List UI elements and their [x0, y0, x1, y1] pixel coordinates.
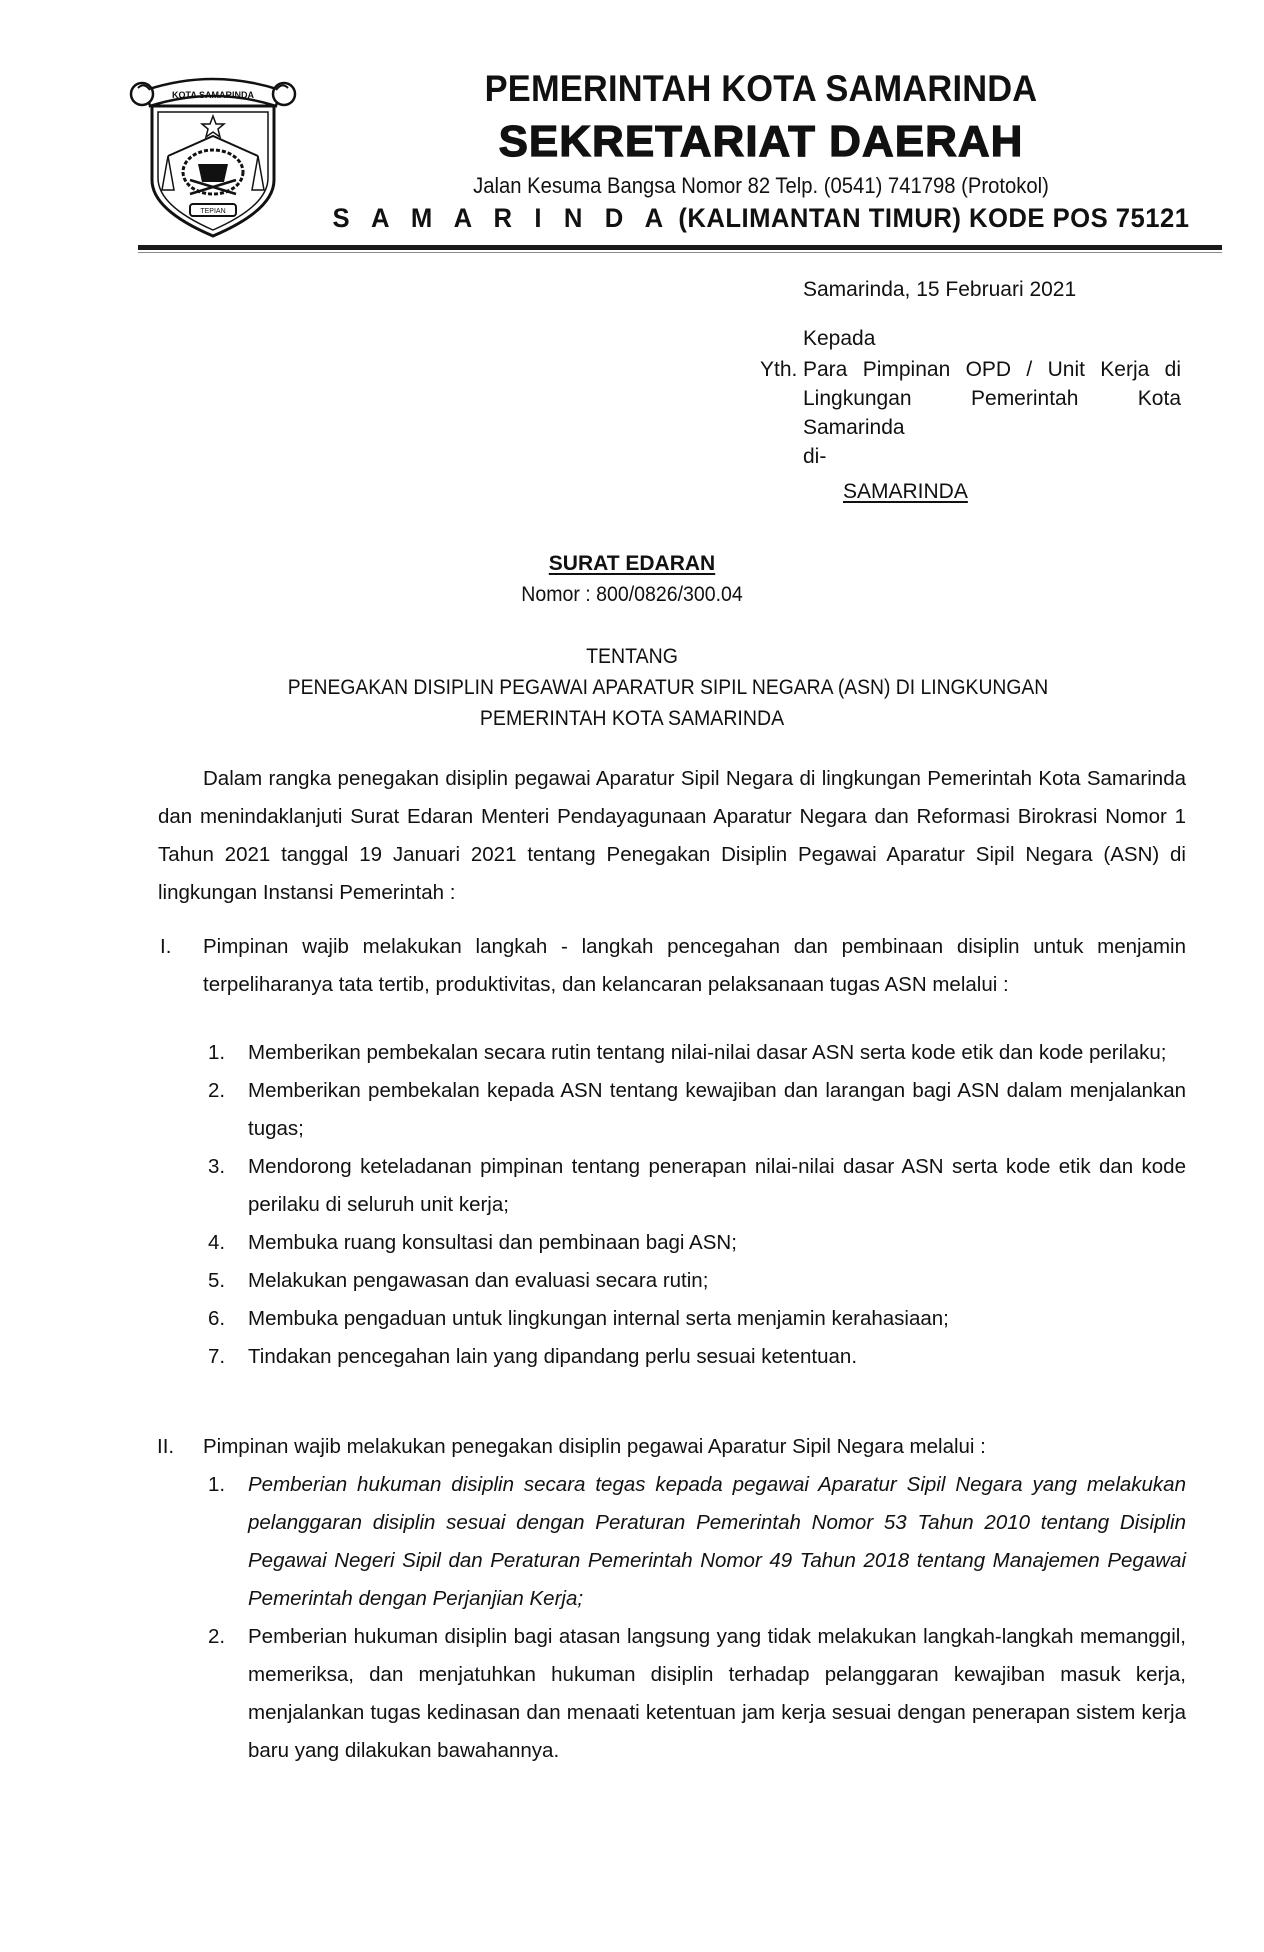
recipient-line: Para Pimpinan OPD / Unit Kerja di [803, 358, 1181, 381]
letterhead-divider [138, 245, 1222, 250]
list-item [208, 1034, 1186, 1072]
list-item [208, 1618, 1186, 1770]
list-item [208, 1072, 1186, 1148]
letter-date: Samarinda, 15 Februari 2021 [803, 278, 1077, 301]
document-type-heading [0, 552, 1264, 576]
list-item-text: Melakukan pengawasan dan evaluasi secara rutin; [248, 1269, 709, 1292]
list-item [208, 1300, 1186, 1338]
section-text: Pimpinan wajib melakukan penegakan disiplin pegawai Aparatur Sipil Negara melalui : [203, 1435, 986, 1458]
recipient-destination: SAMARINDA [843, 480, 968, 503]
list-item-text: Mendorong keteladanan pimpinan tentang penerapan nilai-nilai dasar ASN serta kode etik dan kode perilaku di seluruh unit kerja; [248, 1155, 1186, 1216]
prevention-measures-list [208, 1034, 1186, 1376]
list-item-number: 6. [208, 1307, 226, 1330]
letterhead-divider-thin [138, 252, 1222, 253]
list-item-text: Pemberian hukuman disiplin bagi atasan langsung yang tidak melakukan langkah-langkah memanggil, memeriksa, dan menjatuhkan hukuman disiplin terhadap pelanggaran kewajiban masuk kerja, menjalankan tugas kedinasan dan menaati ketentuan jam kerja sesuai dengan penerapan sistem kerja baru yang dilakukan bawahannya. [248, 1625, 1186, 1762]
list-item-text: Tindakan pencegahan lain yang dipandang perlu sesuai ketentuan. [248, 1345, 858, 1368]
list-item [208, 1338, 1186, 1376]
list-item-number: 7. [208, 1345, 226, 1368]
list-item-text: Memberikan pembekalan secara rutin tentang nilai-nilai dasar ASN serta kode etik dan kode perilaku; [248, 1041, 1167, 1064]
list-item-number: 1. [208, 1041, 226, 1064]
recipient-line: Lingkungan Pemerintah Kota [803, 387, 1181, 410]
list-item [208, 1262, 1186, 1300]
recipient-to-label: Kepada [803, 327, 876, 350]
enforcement-measures-list [208, 1466, 1186, 1770]
list-item-number: 3. [208, 1155, 226, 1178]
section-numeral: II. [157, 1435, 175, 1458]
letterhead-city-line [323, 203, 1199, 234]
letterhead-government-name: PEMERINTAH KOTA SAMARINDA [484, 68, 1038, 109]
list-item-text: Membuka pengaduan untuk lingkungan internal serta menjamin kerahasiaan; [248, 1307, 949, 1330]
list-item [208, 1466, 1186, 1618]
subject-line: PEMERINTAH KOTA SAMARINDA [479, 707, 785, 730]
intro-paragraph: Dalam rangka penegakan disiplin pegawai Aparatur Sipil Negara di lingkungan Pemerintah Kota Samarinda dan menindaklanjuti Surat Edaran Menteri Pendayagunaan Aparatur Negara dan Reformasi Birokrasi Nomor 1 Tahun 2021 tanggal 19 Januari 2021 tentang Penegakan Disiplin Pegawai Aparatur Sipil Negara (ASN) di lingkungan Instansi Pemerintah : [158, 767, 1186, 904]
subject-label: TENTANG [586, 645, 678, 668]
list-item-number: 5. [208, 1269, 226, 1292]
logo-banner-text: KOTA SAMARINDA [172, 90, 254, 100]
list-item [208, 1224, 1186, 1262]
list-item-text: Memberikan pembekalan kepada ASN tentang kewajiban dan larangan bagi ASN dalam menjalankan tugas; [248, 1079, 1186, 1140]
list-item-number: 4. [208, 1231, 226, 1254]
document-number: Nomor : 800/0826/300.04 [521, 583, 743, 606]
list-item-number: 1. [208, 1473, 226, 1496]
city-coat-of-arms-logo [128, 60, 298, 242]
shield-emblem-icon [128, 60, 298, 242]
logo-motto-text: TEPIAN [200, 208, 226, 215]
list-item-text: Membuka ruang konsultasi dan pembinaan bagi ASN; [248, 1231, 737, 1254]
section-text: Pimpinan wajib melakukan langkah - langkah pencegahan dan pembinaan disiplin untuk menjamin terpeliharanya tata tertib, produktivitas, dan kelancaran pelaksanaan tugas ASN melalui : [203, 935, 1186, 996]
letterhead-address: Jalan Kesuma Bangsa Nomor 82 Telp. (0541) 741798 (Protokol) [473, 173, 1049, 198]
document-type-text: SURAT EDARAN [548, 552, 716, 575]
section-numeral: I. [160, 935, 172, 958]
letterhead-region-postcode: (KALIMANTAN TIMUR) KODE POS 75121 [678, 203, 1190, 233]
recipient-at-label: di- [803, 445, 827, 468]
recipient-line: Samarinda [803, 416, 905, 439]
list-item-text: Pemberian hukuman disiplin secara tegas kepada pegawai Aparatur Sipil Negara yang melakukan pelanggaran disiplin sesuai dengan Peraturan Pemerintah Nomor 53 Tahun 2010 tentang Disiplin Pegawai Negeri Sipil dan Peraturan Pemerintah Nomor 49 Tahun 2018 tentang Manajemen Pegawai Pemerintah dengan Perjanjian Kerja; [248, 1473, 1186, 1610]
subject-line: PENEGAKAN DISIPLIN PEGAWAI APARATUR SIPIL NEGARA (ASN) DI LINGKUNGAN [287, 676, 1049, 699]
list-item-number: 2. [208, 1625, 226, 1648]
letterhead-city-spaced: S A M A R I N D A [332, 203, 671, 233]
letterhead-office-name: SEKRETARIAT DAERAH [498, 117, 1024, 166]
list-item [208, 1148, 1186, 1224]
recipient-honorific: Yth. [760, 358, 798, 381]
list-item-number: 2. [208, 1079, 226, 1102]
